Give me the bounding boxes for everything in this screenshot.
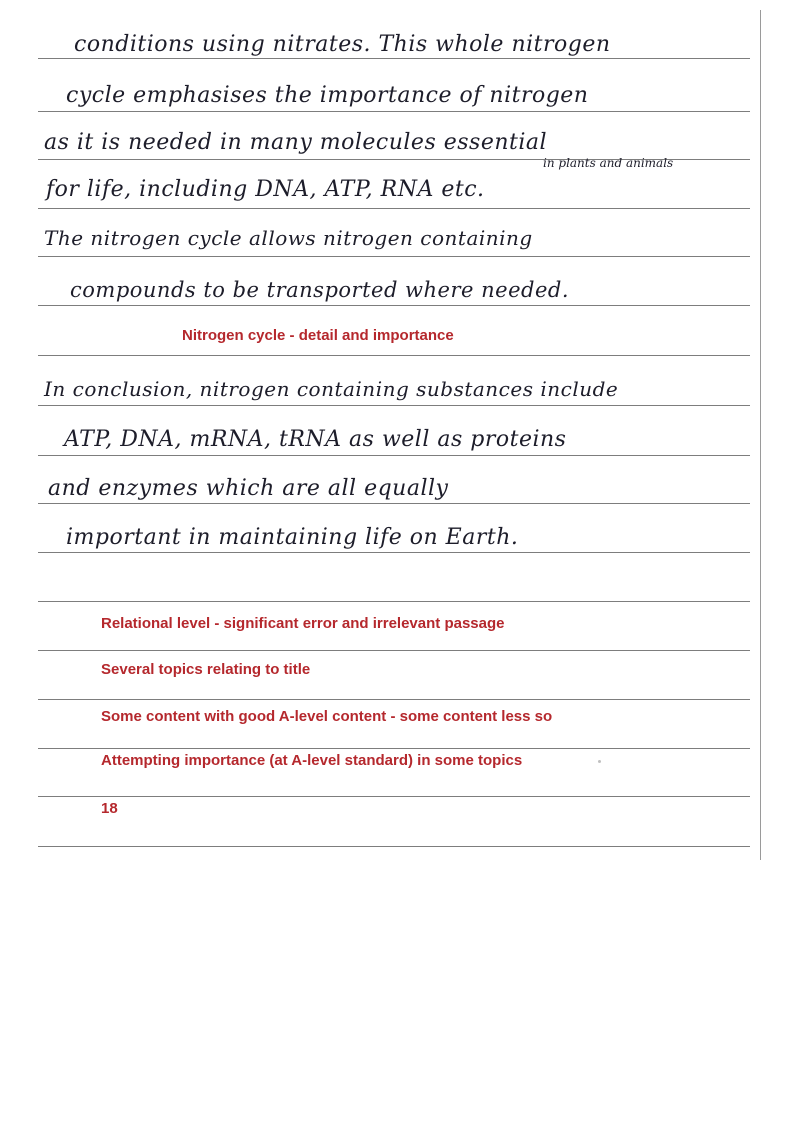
stray-mark bbox=[598, 760, 601, 763]
ruled-line bbox=[38, 503, 750, 504]
ruled-line bbox=[38, 748, 750, 749]
handwriting-line: as it is needed in many molecules essential bbox=[44, 130, 548, 155]
ruled-line bbox=[38, 111, 750, 112]
ruled-line bbox=[38, 699, 750, 700]
handwriting-line: cycle emphasises the importance of nitrogen bbox=[66, 83, 589, 108]
ruled-line bbox=[38, 601, 750, 602]
ruled-line bbox=[38, 256, 750, 257]
handwriting-line: The nitrogen cycle allows nitrogen containing bbox=[44, 226, 533, 250]
ruled-line bbox=[38, 796, 750, 797]
ruled-line bbox=[38, 305, 750, 306]
handwriting-line: In conclusion, nitrogen containing substances include bbox=[44, 377, 619, 401]
ruled-line bbox=[38, 455, 750, 456]
ruled-line bbox=[38, 552, 750, 553]
marker-comment: Several topics relating to title bbox=[101, 661, 311, 678]
handwriting-insertion: in plants and animals bbox=[543, 156, 674, 170]
ruled-line bbox=[38, 405, 750, 406]
marker-comment: Some content with good A-level content - some content less so bbox=[101, 708, 553, 725]
marker-comment: Attempting importance (at A-level standard) in some topics bbox=[101, 752, 523, 769]
section-comment: Nitrogen cycle - detail and importance bbox=[182, 327, 454, 344]
handwriting-line: for life, including DNA, ATP, RNA etc. bbox=[46, 177, 485, 202]
ruled-line bbox=[38, 58, 750, 59]
ruled-line bbox=[38, 355, 750, 356]
handwriting-line: and enzymes which are all equally bbox=[48, 476, 449, 501]
handwriting-line: conditions using nitrates. This whole nitrogen bbox=[74, 32, 611, 57]
ruled-line bbox=[38, 846, 750, 847]
marker-comment: Relational level - significant error and irrelevant passage bbox=[101, 615, 505, 632]
page-margin-line bbox=[760, 10, 761, 860]
handwriting-line: compounds to be transported where needed. bbox=[70, 278, 569, 302]
ruled-line bbox=[38, 650, 750, 651]
handwriting-line: ATP, DNA, mRNA, tRNA as well as proteins bbox=[64, 427, 567, 452]
total-mark: 18 bbox=[101, 800, 118, 817]
handwriting-line: important in maintaining life on Earth. bbox=[66, 525, 519, 550]
ruled-line bbox=[38, 208, 750, 209]
